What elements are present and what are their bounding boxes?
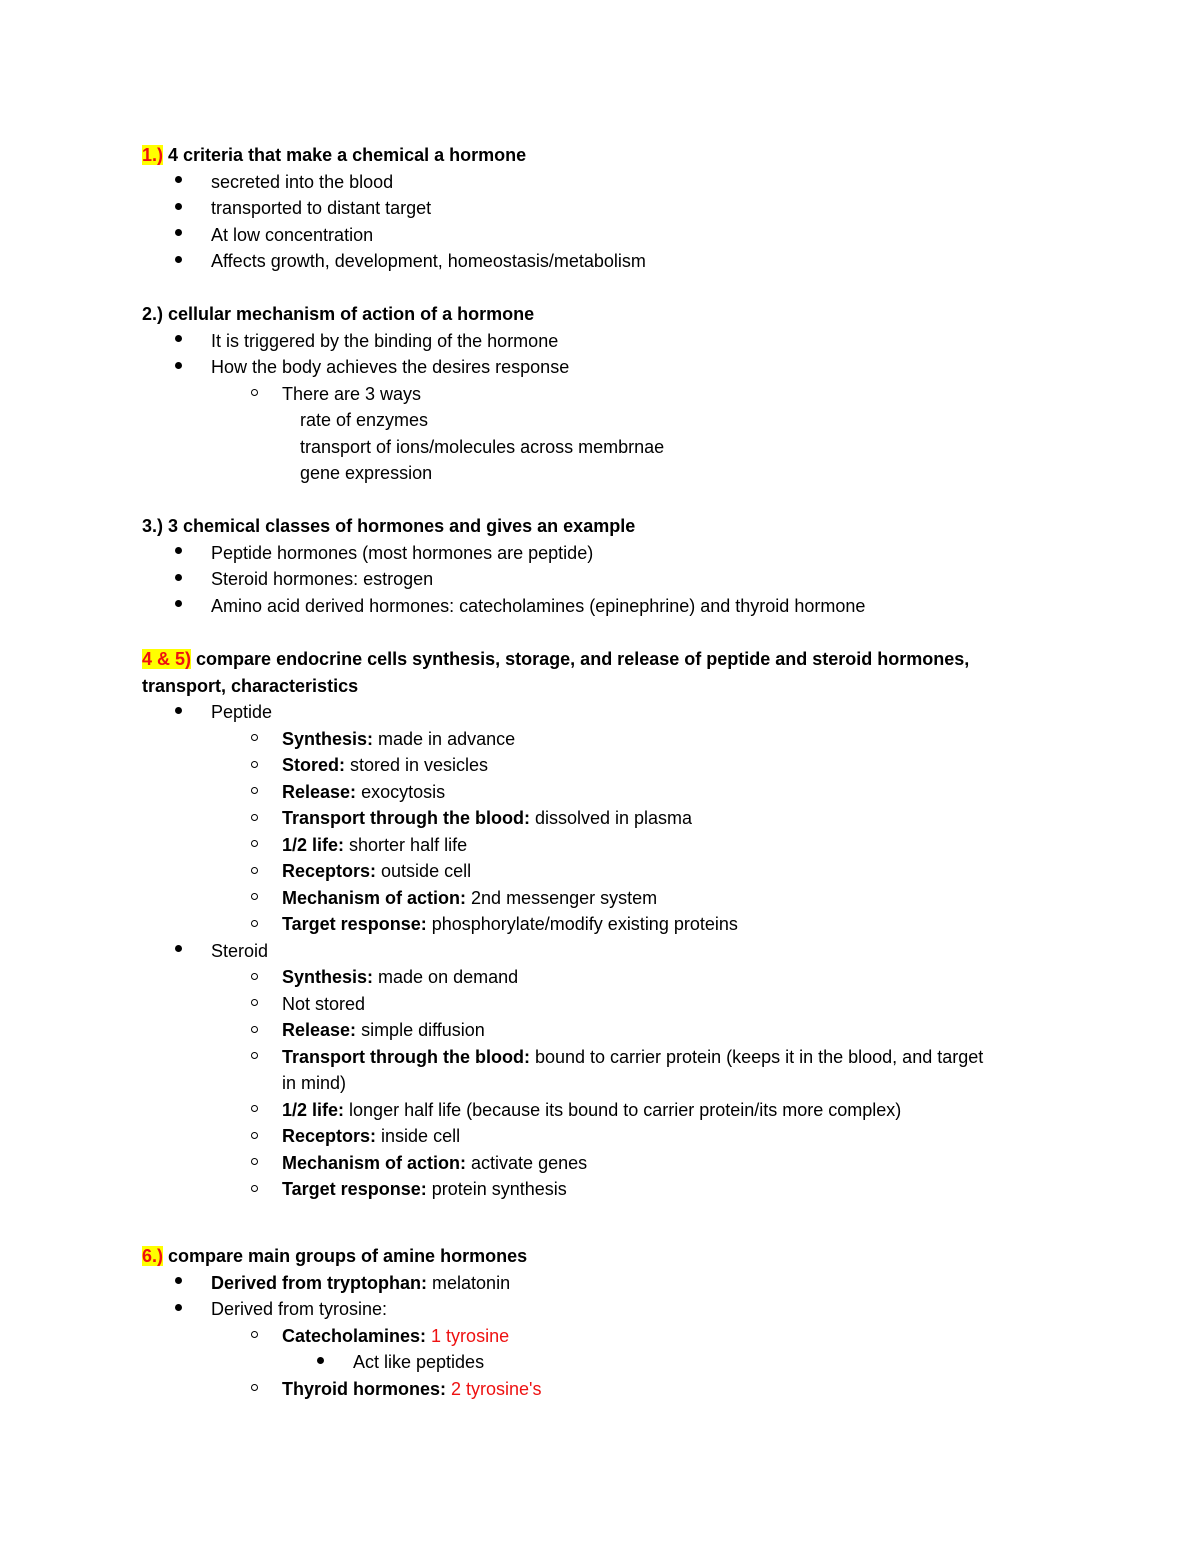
circle-bullet-icon [251,1097,258,1124]
bullet-icon [175,566,182,593]
peptide-row: Mechanism of action: 2nd messenger system [142,885,1062,912]
section-1-heading [142,142,1062,169]
bullet-icon [175,169,182,196]
list-subsubitem: rate of enzymes [300,410,429,430]
list-item: Amino acid derived hormones: catecholamines (epinephrine) and thyroid hormone [142,593,1062,620]
peptide-row: Synthesis: made in advance [142,726,1062,753]
peptide-row: Stored: stored in vesicles [142,752,1062,779]
list-subsubitem: gene expression [300,463,433,483]
section-4-5-heading-cont: transport, characteristics [142,675,359,696]
circle-bullet-icon [251,1376,258,1403]
list-item: secreted into the blood [142,169,1062,196]
steroid-row: Not stored [142,991,1062,1018]
steroid-row: Synthesis: made on demand [142,964,1062,991]
circle-bullet-icon [251,1123,258,1150]
circle-bullet-icon [251,726,258,753]
section-2 [142,301,1062,487]
peptide-row: 1/2 life: shorter half life [142,832,1062,859]
bullet-icon [175,1296,182,1323]
circle-bullet-icon [251,779,258,806]
list-subitem: Thyroid hormones: 2 tyrosine's [142,1376,1062,1403]
peptide-row: Transport through the blood: dissolved in plasma [142,805,1062,832]
peptide-row: Target response: phosphorylate/modify existing proteins [142,911,1062,938]
bullet-icon [175,1270,182,1297]
section-1-number: 1.) [142,145,164,165]
circle-bullet-icon [251,885,258,912]
steroid-row: Transport through the blood: bound to carrier protein (keeps it in the blood, and target [142,1044,1062,1071]
section-6-number: 6.) [142,1246,164,1266]
section-6 [142,1243,1062,1402]
circle-bullet-icon [251,832,258,859]
steroid-row: Target response: protein synthesis [142,1176,1062,1203]
list-item-steroid: Steroid [142,938,1062,965]
bullet-icon [317,1349,324,1376]
list-item: It is triggered by the binding of the hormone [142,328,1062,355]
circle-bullet-icon [251,1017,258,1044]
section-4-5-heading: 4 & 5) compare endocrine cells synthesis, storage, and release of peptide and steroid hormones, [142,649,970,669]
list-item: Derived from tyrosine: [142,1296,1062,1323]
circle-bullet-icon [251,858,258,885]
list-item: Steroid hormones: estrogen [142,566,1062,593]
list-item: At low concentration [142,222,1062,249]
bullet-icon [175,328,182,355]
circle-bullet-icon [251,964,258,991]
peptide-row: Receptors: outside cell [142,858,1062,885]
section-3-heading: 3.) 3 chemical classes of hormones and gives an example [142,516,636,536]
list-item: Derived from tryptophan: melatonin [142,1270,1062,1297]
circle-bullet-icon [251,1323,258,1350]
circle-bullet-icon [251,911,258,938]
bullet-icon [175,222,182,249]
bullet-icon [175,938,182,965]
section-1 [142,142,1062,275]
list-subsubitem: transport of ions/molecules across membrnae [300,436,665,457]
list-subsubitem: Act like peptides [142,1349,1062,1376]
list-subitem: There are 3 ways [142,381,1062,408]
section-3 [142,513,1062,619]
circle-bullet-icon [251,1150,258,1177]
bullet-icon [175,354,182,381]
bullet-icon [175,248,182,275]
steroid-row-cont: in mind) [282,1073,347,1093]
circle-bullet-icon [251,381,258,408]
circle-bullet-icon [251,1044,258,1071]
circle-bullet-icon [251,805,258,832]
steroid-row: 1/2 life: longer half life (because its bound to carrier protein/its more complex) [142,1097,1062,1124]
steroid-row: Mechanism of action: activate genes [142,1150,1062,1177]
bullet-icon [175,540,182,567]
list-item: Peptide hormones (most hormones are peptide) [142,540,1062,567]
list-item: How the body achieves the desires response [142,354,1062,381]
bullet-icon [175,195,182,222]
bullet-icon [175,593,182,620]
section-6-heading: 6.) compare main groups of amine hormones [142,1246,528,1266]
circle-bullet-icon [251,1176,258,1203]
circle-bullet-icon [251,991,258,1018]
list-item-peptide: Peptide [142,699,1062,726]
section-1-title: 4 criteria that make a chemical a hormone [163,145,527,165]
section-2-heading: 2.) cellular mechanism of action of a hormone [142,304,535,324]
circle-bullet-icon [251,752,258,779]
list-subitem: Catecholamines: 1 tyrosine [142,1323,1062,1350]
peptide-row: Release: exocytosis [142,779,1062,806]
list-item: transported to distant target [142,195,1062,222]
section-4-5 [142,646,1062,1203]
list-item: Affects growth, development, homeostasis/metabolism [142,248,1062,275]
bullet-icon [175,699,182,726]
section-4-5-number: 4 & 5) [142,649,192,669]
steroid-row: Receptors: inside cell [142,1123,1062,1150]
steroid-row: Release: simple diffusion [142,1017,1062,1044]
